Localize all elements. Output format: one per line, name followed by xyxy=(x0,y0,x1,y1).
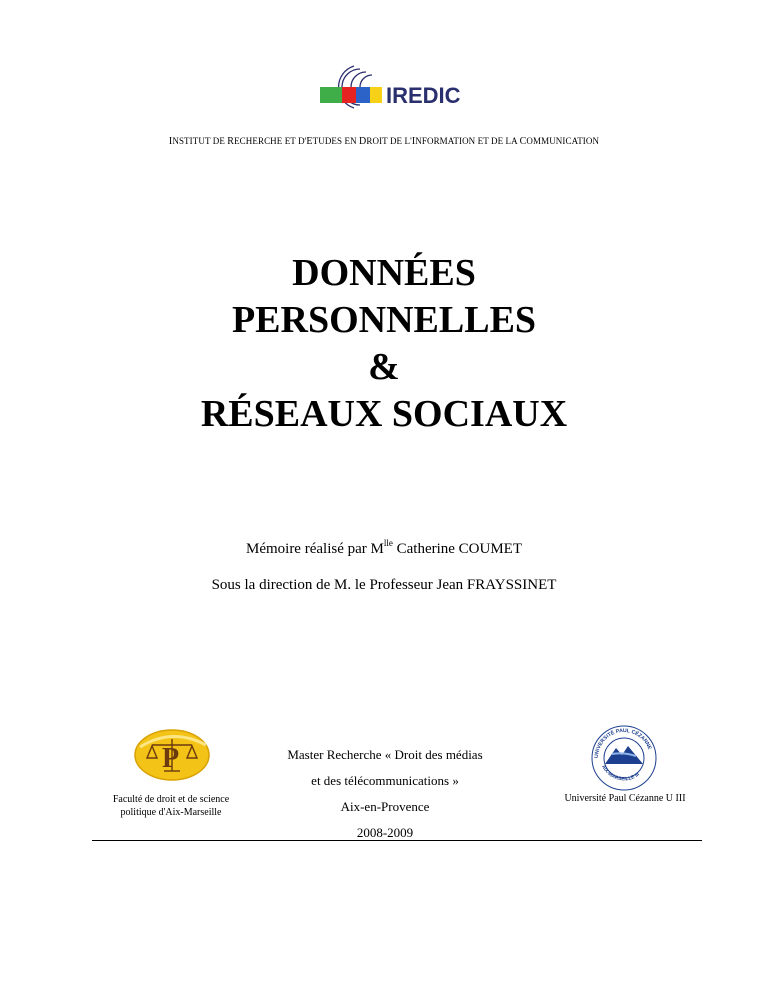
institute-word: ECHERCHE ET D' xyxy=(234,136,307,146)
program-years: 2008-2009 xyxy=(356,825,414,840)
title-line-2: PERSONNELLES xyxy=(231,299,537,341)
institute-initial: C xyxy=(519,136,527,147)
university-name: Université Paul Cézanne U III xyxy=(564,793,686,804)
logo-red-bar xyxy=(342,87,356,103)
institute-word: NFORMATION ET DE LA xyxy=(415,136,520,146)
faculty-name-line-2: politique d'Aix-Marseille xyxy=(120,807,222,818)
document-title xyxy=(0,250,768,438)
institute-word: ROIT DE L' xyxy=(366,136,412,146)
seal-top-text: UNIVERSITÉ PAUL CÉZANNE xyxy=(593,727,653,759)
iredic-logo xyxy=(316,62,486,112)
title-ampersand: & xyxy=(368,346,400,388)
author-line xyxy=(0,538,768,558)
institute-word: TUDES EN xyxy=(312,136,360,146)
seal-bottom-text: AIX-MARSEILLE III xyxy=(600,764,641,783)
institute-initial: I xyxy=(168,136,173,147)
title-line-4: RÉSEAUX SOCIAUX xyxy=(200,393,568,435)
logo-text: IREDIC xyxy=(386,83,461,108)
author-title-sup: lle xyxy=(383,538,393,548)
institute-word: OMMUNICATION xyxy=(526,136,600,146)
institute-name xyxy=(0,136,768,147)
supervisor-line: Sous la direction de M. le Professeur Jean FRAYSSINET xyxy=(211,577,557,593)
footer-rule xyxy=(92,840,702,841)
faculty-logo xyxy=(130,725,214,785)
institute-word: NSTITUT DE xyxy=(172,136,228,146)
faculty-name-line-1: Faculté de droit et de science xyxy=(112,794,230,805)
logo-green-bar xyxy=(320,87,342,103)
faculty-name xyxy=(96,793,246,819)
program-city: Aix-en-Provence xyxy=(340,799,430,814)
program-line-2: et des télécommunications » xyxy=(311,773,459,788)
author-prefix: Mémoire réalisé par M xyxy=(245,541,384,557)
author-name: Catherine COUMET xyxy=(392,541,522,557)
title-line-1: DONNÉES xyxy=(292,252,476,294)
logo-yellow-bar xyxy=(370,87,382,103)
institute-initial: I xyxy=(411,136,416,147)
p-monogram-icon: P xyxy=(162,743,180,774)
institute-initial: D xyxy=(359,136,367,147)
program-block xyxy=(255,742,515,846)
university-seal xyxy=(588,722,660,792)
institute-initial: R xyxy=(227,136,235,147)
logo-blue-bar xyxy=(356,87,370,103)
program-line-1: Master Recherche « Droit des médias xyxy=(287,747,483,762)
institute-initial: E xyxy=(306,136,313,147)
